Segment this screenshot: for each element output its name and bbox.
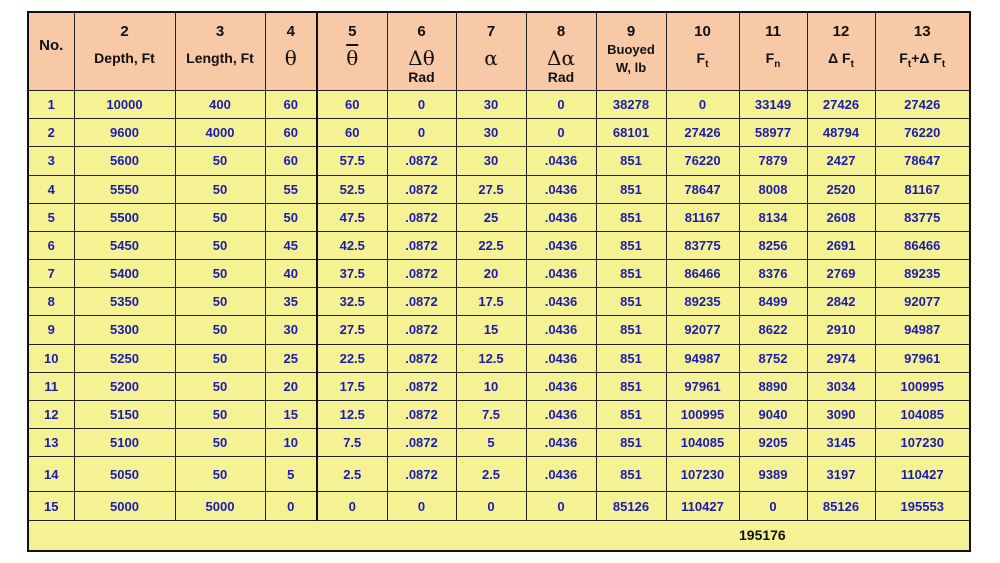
- table-cell: 0: [456, 492, 526, 520]
- total-row: [28, 520, 970, 551]
- table-cell: 2842: [807, 288, 875, 316]
- table-cell: 7879: [739, 147, 807, 175]
- table-cell: 25: [456, 203, 526, 231]
- table-cell: 110427: [666, 492, 739, 520]
- table-cell: 35: [265, 288, 317, 316]
- table-cell: 45: [265, 231, 317, 259]
- table-cell: .0436: [526, 344, 596, 372]
- table-cell: 2910: [807, 316, 875, 344]
- table-cell: 0: [387, 119, 456, 147]
- table-cell: 47.5: [317, 203, 387, 231]
- table-cell: 5: [28, 203, 74, 231]
- table-cell: 33149: [739, 91, 807, 119]
- table-cell: 5100: [74, 429, 175, 457]
- table-cell: .0872: [387, 231, 456, 259]
- table-cell: 89235: [666, 288, 739, 316]
- table-cell: 7.5: [317, 429, 387, 457]
- table-cell: 30: [456, 119, 526, 147]
- table-cell: 851: [596, 344, 666, 372]
- table-cell: 8376: [739, 260, 807, 288]
- table-cell: 5400: [74, 260, 175, 288]
- table-cell: 81167: [666, 203, 739, 231]
- table-cell: .0872: [387, 147, 456, 175]
- table-cell: 17.5: [317, 372, 387, 400]
- table-cell: 50: [175, 400, 265, 428]
- table-cell: 104085: [875, 400, 970, 428]
- table-cell: 8752: [739, 344, 807, 372]
- table-row: [28, 203, 970, 231]
- table-cell: 58977: [739, 119, 807, 147]
- table-cell: 48794: [807, 119, 875, 147]
- table-cell: 5450: [74, 231, 175, 259]
- table-cell: 9205: [739, 429, 807, 457]
- table-cell: 851: [596, 400, 666, 428]
- table-cell: 195553: [875, 492, 970, 520]
- table-cell: 851: [596, 288, 666, 316]
- table-cell: 50: [175, 372, 265, 400]
- col-header-ft-plus-delta: 13 $F_t+\Delta$ $F_t$: [875, 12, 970, 91]
- table-cell: 50: [175, 344, 265, 372]
- table-cell: 4000: [175, 119, 265, 147]
- table-cell: 68101: [596, 119, 666, 147]
- table-cell: 8134: [739, 203, 807, 231]
- table-row: [28, 429, 970, 457]
- col-header-no: No.: [28, 12, 74, 91]
- table-cell: 12.5: [456, 344, 526, 372]
- table-cell: 10: [456, 372, 526, 400]
- total-value: 195176: [739, 520, 970, 551]
- table-cell: 5000: [74, 492, 175, 520]
- table-cell: .0872: [387, 429, 456, 457]
- table-cell: 2974: [807, 344, 875, 372]
- table-row: [28, 91, 970, 119]
- table-cell: 94987: [875, 316, 970, 344]
- table-cell: 3197: [807, 457, 875, 492]
- table-cell: 40: [265, 260, 317, 288]
- table-cell: 8622: [739, 316, 807, 344]
- header-row: [28, 12, 970, 91]
- table-cell: 60: [317, 91, 387, 119]
- table-cell: 0: [526, 119, 596, 147]
- table-cell: 38278: [596, 91, 666, 119]
- table-cell: 100995: [666, 400, 739, 428]
- table-cell: 0: [387, 91, 456, 119]
- table-cell: 60: [265, 147, 317, 175]
- table-cell: 15: [456, 316, 526, 344]
- table-cell: 104085: [666, 429, 739, 457]
- table-cell: 76220: [666, 147, 739, 175]
- table-cell: 851: [596, 203, 666, 231]
- table-cell: 851: [596, 316, 666, 344]
- table-cell: 0: [739, 492, 807, 520]
- table-cell: 2520: [807, 175, 875, 203]
- table-cell: 10000: [74, 91, 175, 119]
- table-cell: 27426: [875, 91, 970, 119]
- table-cell: 3145: [807, 429, 875, 457]
- table-cell: .0436: [526, 429, 596, 457]
- table-cell: 12.5: [317, 400, 387, 428]
- col-header-delta-ft: 12 Δ $F_t$: [807, 12, 875, 91]
- table-cell: 11: [28, 372, 74, 400]
- table-cell: 10: [28, 344, 74, 372]
- table-cell: 50: [175, 288, 265, 316]
- table-row: [28, 372, 970, 400]
- table-cell: 30: [265, 316, 317, 344]
- table-row: [28, 492, 970, 520]
- table-cell: 8256: [739, 231, 807, 259]
- table-cell: 851: [596, 147, 666, 175]
- table-cell: 92077: [875, 288, 970, 316]
- table-cell: 50: [175, 429, 265, 457]
- table-cell: 22.5: [317, 344, 387, 372]
- col-header-length: 3 Length, Ft: [175, 12, 265, 91]
- col-header-ft: 10 $F_t$: [666, 12, 739, 91]
- table-cell: 97961: [875, 344, 970, 372]
- table-row: [28, 288, 970, 316]
- table-cell: 3: [28, 147, 74, 175]
- table-cell: 89235: [875, 260, 970, 288]
- table-cell: .0872: [387, 372, 456, 400]
- table-cell: 83775: [666, 231, 739, 259]
- table-cell: 1: [28, 91, 74, 119]
- table-cell: 2427: [807, 147, 875, 175]
- table-cell: 20: [265, 372, 317, 400]
- table-cell: 0: [387, 492, 456, 520]
- table-cell: 27.5: [456, 175, 526, 203]
- col-header-fn: 11 $F_n$: [739, 12, 807, 91]
- table-cell: 86466: [666, 260, 739, 288]
- table-cell: 86466: [875, 231, 970, 259]
- table-cell: 2608: [807, 203, 875, 231]
- table-cell: 5250: [74, 344, 175, 372]
- table-cell: 0: [317, 492, 387, 520]
- table-cell: 2: [28, 119, 74, 147]
- table-cell: 52.5: [317, 175, 387, 203]
- table-cell: 110427: [875, 457, 970, 492]
- table-cell: .0436: [526, 231, 596, 259]
- table-cell: 0: [666, 91, 739, 119]
- table-cell: 5600: [74, 147, 175, 175]
- table-cell: 5: [265, 457, 317, 492]
- table-cell: 15: [28, 492, 74, 520]
- table-cell: 50: [175, 175, 265, 203]
- table-cell: 7: [28, 260, 74, 288]
- table-cell: .0436: [526, 372, 596, 400]
- table-row: [28, 119, 970, 147]
- table-cell: .0872: [387, 316, 456, 344]
- table-cell: 37.5: [317, 260, 387, 288]
- table-cell: 92077: [666, 316, 739, 344]
- table-cell: .0872: [387, 457, 456, 492]
- table-row: [28, 344, 970, 372]
- table-cell: 83775: [875, 203, 970, 231]
- table-cell: 30: [456, 91, 526, 119]
- table-cell: 42.5: [317, 231, 387, 259]
- table-cell: 2691: [807, 231, 875, 259]
- table-cell: 8890: [739, 372, 807, 400]
- table-cell: 8008: [739, 175, 807, 203]
- table-cell: 5350: [74, 288, 175, 316]
- table-cell: .0872: [387, 175, 456, 203]
- col-header-alpha: 7 α: [456, 12, 526, 91]
- table-cell: 94987: [666, 344, 739, 372]
- table-cell: 78647: [666, 175, 739, 203]
- col-header-buoyed-weight: 9 Buoyed W, lb: [596, 12, 666, 91]
- table-cell: 851: [596, 260, 666, 288]
- table-row: [28, 231, 970, 259]
- table-cell: 50: [175, 260, 265, 288]
- table-cell: 12: [28, 400, 74, 428]
- table-cell: 27.5: [317, 316, 387, 344]
- table-row: [28, 316, 970, 344]
- table-cell: 0: [526, 492, 596, 520]
- table-cell: 2.5: [317, 457, 387, 492]
- table-cell: 107230: [875, 429, 970, 457]
- table-cell: .0872: [387, 288, 456, 316]
- table-cell: .0436: [526, 175, 596, 203]
- table-cell: 5050: [74, 457, 175, 492]
- table-cell: 60: [317, 119, 387, 147]
- table-cell: .0872: [387, 344, 456, 372]
- table-cell: 8499: [739, 288, 807, 316]
- table-cell: 13: [28, 429, 74, 457]
- table-cell: 6: [28, 231, 74, 259]
- table-cell: 57.5: [317, 147, 387, 175]
- table-row: [28, 147, 970, 175]
- table-cell: 15: [265, 400, 317, 428]
- table-row: [28, 175, 970, 203]
- table-cell: 27426: [666, 119, 739, 147]
- table-cell: 5300: [74, 316, 175, 344]
- table-row: [28, 400, 970, 428]
- table-cell: 50: [175, 147, 265, 175]
- table-row: [28, 457, 970, 492]
- table-cell: .0872: [387, 260, 456, 288]
- table-cell: 851: [596, 372, 666, 400]
- table-cell: 76220: [875, 119, 970, 147]
- table-cell: 5500: [74, 203, 175, 231]
- table-cell: 7.5: [456, 400, 526, 428]
- table-cell: 100995: [875, 372, 970, 400]
- table-cell: 4: [28, 175, 74, 203]
- table-cell: .0872: [387, 203, 456, 231]
- col-header-theta: 4 θ: [265, 12, 317, 91]
- col-header-theta-avg: 5 $\overline{\theta}$: [317, 12, 387, 91]
- table-cell: 14: [28, 457, 74, 492]
- table-cell: 97961: [666, 372, 739, 400]
- table-cell: .0436: [526, 288, 596, 316]
- table-cell: 25: [265, 344, 317, 372]
- col-header-depth: 2 Depth, Ft: [74, 12, 175, 91]
- table-cell: 2769: [807, 260, 875, 288]
- table-cell: 851: [596, 429, 666, 457]
- table-cell: 5550: [74, 175, 175, 203]
- table-row: [28, 260, 970, 288]
- table-cell: 5200: [74, 372, 175, 400]
- table-cell: 3090: [807, 400, 875, 428]
- table-cell: .0872: [387, 400, 456, 428]
- table-cell: 60: [265, 119, 317, 147]
- drill-string-table: [27, 11, 971, 552]
- table-cell: 5150: [74, 400, 175, 428]
- table-cell: 2.5: [456, 457, 526, 492]
- table-cell: 851: [596, 175, 666, 203]
- table-cell: 50: [175, 457, 265, 492]
- table-cell: .0436: [526, 400, 596, 428]
- table-cell: 8: [28, 288, 74, 316]
- table-cell: .0436: [526, 260, 596, 288]
- table-cell: .0436: [526, 316, 596, 344]
- table-cell: 5000: [175, 492, 265, 520]
- table-cell: .0436: [526, 457, 596, 492]
- table-cell: 851: [596, 457, 666, 492]
- table-cell: 10: [265, 429, 317, 457]
- table-cell: 17.5: [456, 288, 526, 316]
- table-cell: 50: [175, 203, 265, 231]
- table-cell: 5: [456, 429, 526, 457]
- table-cell: 20: [456, 260, 526, 288]
- table-cell: 9040: [739, 400, 807, 428]
- table-cell: 50: [175, 231, 265, 259]
- col-header-delta-theta: 6 Δθ Rad: [387, 12, 456, 91]
- table-cell: 3034: [807, 372, 875, 400]
- table-cell: 9: [28, 316, 74, 344]
- table-cell: 50: [265, 203, 317, 231]
- table-cell: 851: [596, 231, 666, 259]
- table-cell: 60: [265, 91, 317, 119]
- table-cell: 32.5: [317, 288, 387, 316]
- table-cell: 0: [526, 91, 596, 119]
- table-cell: 81167: [875, 175, 970, 203]
- table-cell: 400: [175, 91, 265, 119]
- table-cell: 22.5: [456, 231, 526, 259]
- table-cell: 30: [456, 147, 526, 175]
- table-cell: .0436: [526, 147, 596, 175]
- table-cell: 9600: [74, 119, 175, 147]
- table-cell: .0436: [526, 203, 596, 231]
- table-cell: 85126: [596, 492, 666, 520]
- table-cell: 85126: [807, 492, 875, 520]
- table-cell: 9389: [739, 457, 807, 492]
- table-cell: 0: [265, 492, 317, 520]
- table-cell: 27426: [807, 91, 875, 119]
- table-cell: 55: [265, 175, 317, 203]
- col-header-delta-alpha: 8 Δα Rad: [526, 12, 596, 91]
- table-cell: 107230: [666, 457, 739, 492]
- table-cell: 50: [175, 316, 265, 344]
- table-cell: 78647: [875, 147, 970, 175]
- total-row-spacer: [28, 520, 739, 551]
